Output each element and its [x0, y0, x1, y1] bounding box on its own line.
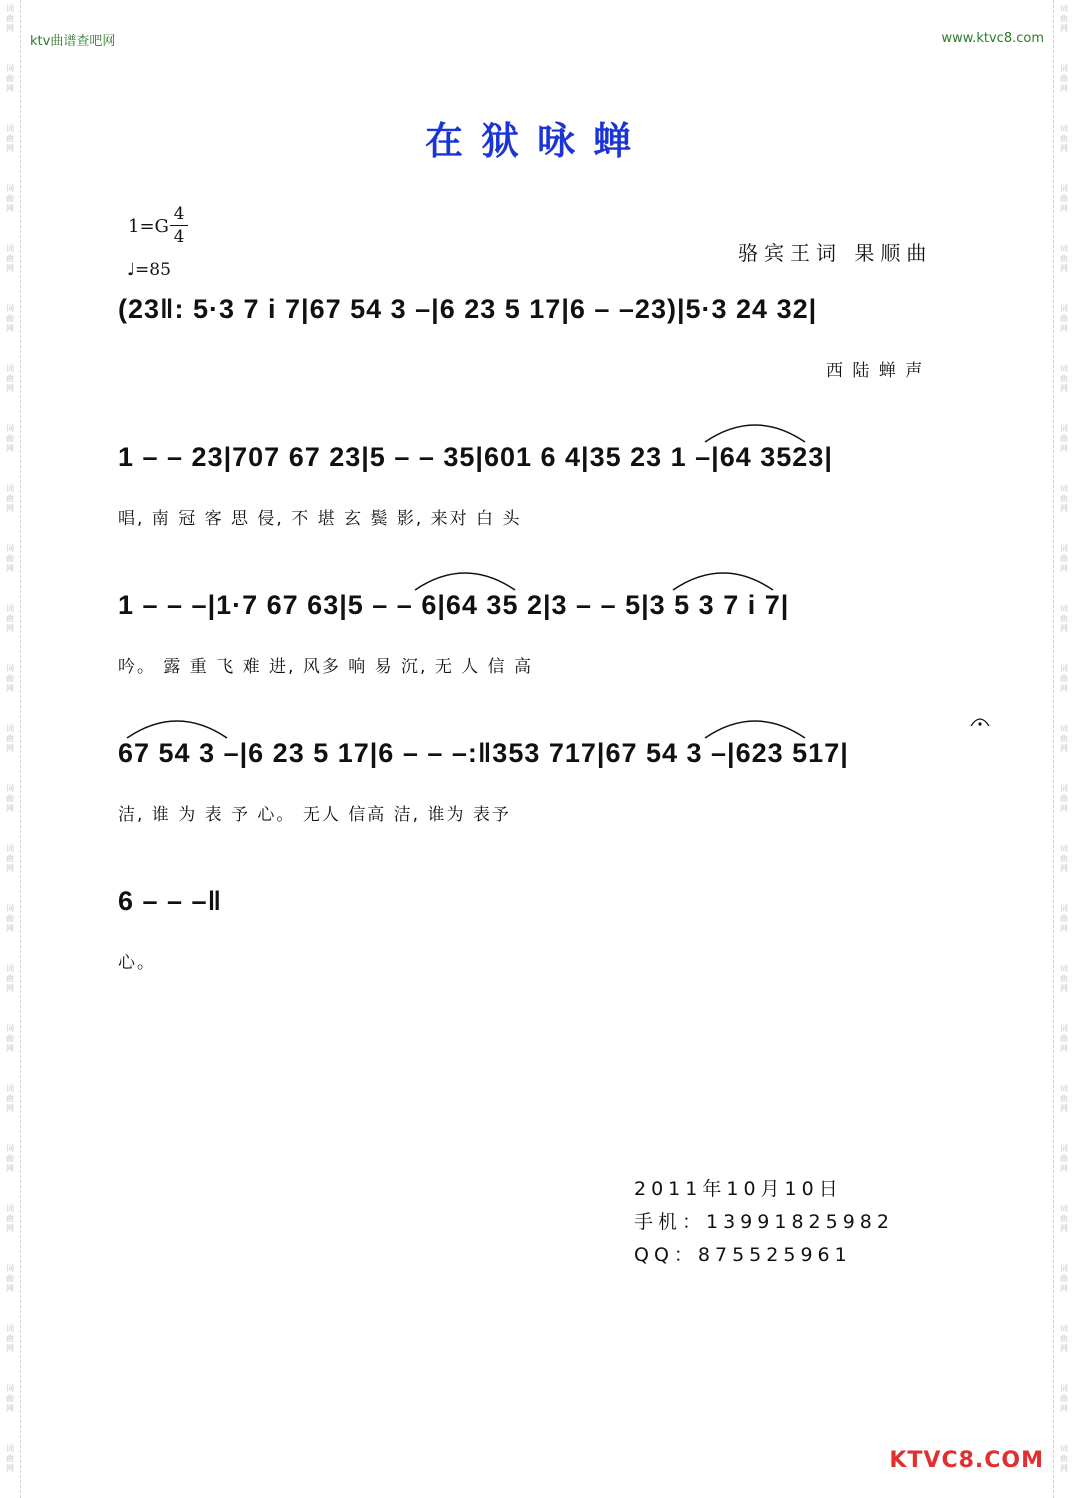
- watermark-text: 词 曲 网: [6, 1324, 14, 1353]
- watermark-text: 词 曲 网: [1060, 364, 1068, 393]
- time-top: 4: [173, 204, 185, 224]
- watermark-text: 词 曲 网: [1060, 724, 1068, 753]
- notation-line-4: 67 54 3 –|6 23 5 17|6 – – –:‖353 717|67 54 3 –|623 517|: [118, 738, 849, 768]
- watermark-text: 词 曲 网: [1060, 544, 1068, 573]
- watermark-text: 词 曲 网: [1060, 124, 1068, 153]
- notation-line-1: (23‖: 5·3 7 i 7|67 54 3 –|6 23 5 17|6 – –23)|5·3 24 32|: [118, 294, 818, 324]
- score-line-4: [118, 738, 988, 798]
- credits: 骆宾王词 果顺曲: [738, 241, 933, 265]
- watermark-text: 词 曲 网: [1060, 184, 1068, 213]
- watermark-text: 词 曲 网: [6, 1444, 14, 1473]
- lyrics-line-1: 西 陆 蝉 声: [826, 361, 925, 381]
- notation-line-5: 6 – – –‖: [118, 886, 223, 916]
- watermark-text: 词 曲 网: [6, 244, 14, 273]
- watermark-text: 词 曲 网: [6, 1024, 14, 1053]
- score-line-3: [118, 590, 988, 650]
- watermark-text: 词 曲 网: [1060, 1324, 1068, 1353]
- notation-line-3: 1 – – –|1·7 67 63|5 – – 6|64 35 2|3 – – 5|3 5 3 7 i 7|: [118, 590, 790, 620]
- watermark-text: 词 曲 网: [1060, 424, 1068, 453]
- watermark-text: 词 曲 网: [1060, 1264, 1068, 1293]
- watermark-text: 词 曲 网: [1060, 1084, 1068, 1113]
- tempo-marking: ♩=85: [127, 260, 171, 280]
- watermark-text: 词 曲 网: [6, 964, 14, 993]
- left-watermark-strip: [0, 0, 21, 1498]
- watermark-text: 词 曲 网: [1060, 4, 1068, 33]
- watermark-text: 词 曲 网: [6, 1144, 14, 1173]
- site-url[interactable]: www.ktvc8.com: [941, 31, 1044, 46]
- song-title: 在狱咏蝉: [424, 119, 649, 163]
- watermark-text: 词 曲 网: [6, 124, 14, 153]
- watermark-text: 词 曲 网: [1060, 784, 1068, 813]
- watermark-text: 词 曲 网: [6, 184, 14, 213]
- watermark-text: 词 曲 网: [1060, 664, 1068, 693]
- watermark-text: 词 曲 网: [6, 4, 14, 33]
- watermark-text: 词 曲 网: [6, 664, 14, 693]
- score-line-2: [118, 442, 988, 502]
- watermark-text: 词 曲 网: [6, 424, 14, 453]
- watermark-text: 词 曲 网: [1060, 964, 1068, 993]
- key-signature: 1=G: [128, 216, 169, 237]
- phone-text: 手机：13991825982: [634, 1211, 894, 1233]
- watermark-text: 词 曲 网: [6, 64, 14, 93]
- site-name[interactable]: ktv曲谱查吧网: [30, 34, 116, 49]
- watermark-text: 词 曲 网: [1060, 844, 1068, 873]
- watermark-text: 词 曲 网: [1060, 1204, 1068, 1233]
- watermark-text: 词 曲 网: [6, 484, 14, 513]
- watermark-text: 词 曲 网: [1060, 1444, 1068, 1473]
- time-signature: [170, 204, 188, 247]
- notation-line-2: 1 – – 23|707 67 23|5 – – 35|601 6 4|35 23 1 –|64 3523|: [118, 442, 833, 472]
- watermark-text: 词 曲 网: [6, 604, 14, 633]
- watermark-text: 词 曲 网: [6, 304, 14, 333]
- watermark-text: 词 曲 网: [1060, 1144, 1068, 1173]
- watermark-text: 词 曲 网: [1060, 1384, 1068, 1413]
- qq-text: QQ：875525961: [634, 1244, 852, 1266]
- watermark-text: 词 曲 网: [1060, 484, 1068, 513]
- right-watermark-strip: [1053, 0, 1074, 1498]
- lyrics-line-2: 唱, 南 冠 客 思 侵, 不 堪 玄 鬓 影, 来对 白 头: [118, 509, 522, 529]
- lyrics-line-4: 洁, 谁 为 表 予 心。 无人 信高 洁, 谁为 表予: [118, 805, 511, 825]
- watermark-text: 词 曲 网: [6, 904, 14, 933]
- site-logo[interactable]: KTVC8.COM: [889, 1448, 1044, 1473]
- watermark-text: 词 曲 网: [6, 364, 14, 393]
- score-line-1: [118, 294, 988, 354]
- watermark-text: 词 曲 网: [6, 724, 14, 753]
- score-line-5: [118, 886, 988, 946]
- watermark-text: 词 曲 网: [6, 844, 14, 873]
- watermark-text: 词 曲 网: [6, 1384, 14, 1413]
- watermark-text: 词 曲 网: [6, 544, 14, 573]
- lyrics-line-3: 吟。 露 重 飞 难 进, 风多 响 易 沉, 无 人 信 高: [118, 657, 534, 677]
- watermark-text: 词 曲 网: [1060, 604, 1068, 633]
- watermark-text: 词 曲 网: [6, 1204, 14, 1233]
- watermark-text: 词 曲 网: [1060, 904, 1068, 933]
- watermark-text: 词 曲 网: [6, 1264, 14, 1293]
- watermark-text: 词 曲 网: [6, 1084, 14, 1113]
- date-text: 2011年10月10日: [634, 1178, 843, 1200]
- watermark-text: 词 曲 网: [1060, 244, 1068, 273]
- watermark-text: 词 曲 网: [6, 784, 14, 813]
- watermark-text: 词 曲 网: [1060, 304, 1068, 333]
- lyrics-line-5: 心。: [118, 953, 156, 973]
- watermark-text: 词 曲 网: [1060, 1024, 1068, 1053]
- time-bottom: 4: [173, 227, 185, 247]
- watermark-text: 词 曲 网: [1060, 64, 1068, 93]
- fermata-icon: [968, 712, 992, 730]
